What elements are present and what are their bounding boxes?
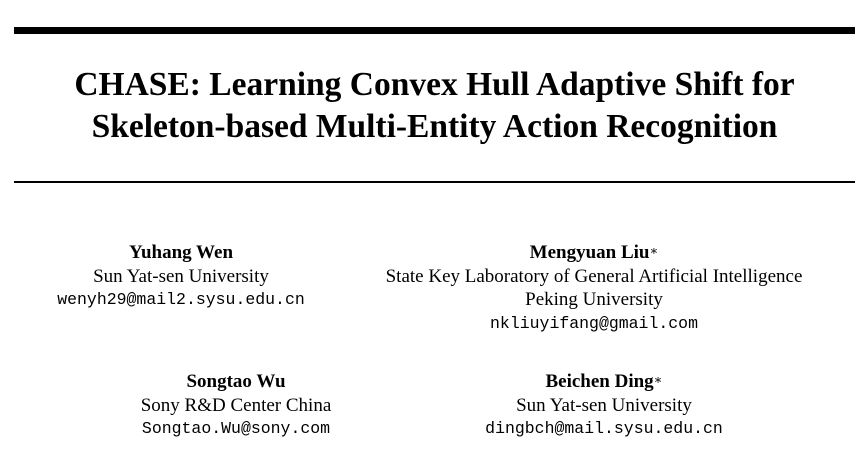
author-block-songtao-wu [86, 370, 386, 441]
corresponding-author-mark: ∗ [653, 372, 663, 387]
paper-title [14, 64, 855, 148]
author-block-mengyuan-liu [354, 241, 834, 335]
author-name [31, 241, 331, 265]
author-email[interactable]: wenyh29@mail2.sysu.edu.cn [57, 290, 305, 309]
author-name [86, 370, 386, 394]
author-affiliation: Sun Yat-sen University [93, 265, 269, 287]
corresponding-author-mark: ∗ [649, 243, 659, 258]
author-affiliation: Sony R&D Center China [140, 394, 332, 416]
author-name-text: Beichen Ding [545, 371, 654, 392]
author-name-text: Songtao Wu [186, 371, 286, 392]
author-name [354, 241, 834, 265]
title-bottom-rule [14, 181, 855, 183]
title-top-rule [14, 27, 855, 34]
author-name [454, 370, 754, 394]
author-affiliation: Sun Yat-sen University [516, 394, 692, 416]
paper-title-line-2: Skeleton-based Multi-Entity Action Recognition [91, 108, 778, 145]
author-block-beichen-ding [454, 370, 754, 441]
author-email[interactable]: nkliuyifang@gmail.com [490, 313, 698, 333]
paper-title-line-1: CHASE: Learning Convex Hull Adaptive Shift for [74, 66, 795, 103]
author-email[interactable]: Songtao.Wu@sony.com [141, 419, 331, 438]
author-block-yuhang-wen [31, 241, 331, 312]
author-affiliation: Peking University [525, 289, 663, 310]
author-email[interactable]: dingbch@mail.sysu.edu.cn [485, 419, 723, 438]
author-affiliation: State Key Laboratory of General Artificial Intelligence [385, 265, 803, 287]
author-name-text: Mengyuan Liu [529, 242, 650, 263]
author-name-text: Yuhang Wen [128, 242, 234, 263]
